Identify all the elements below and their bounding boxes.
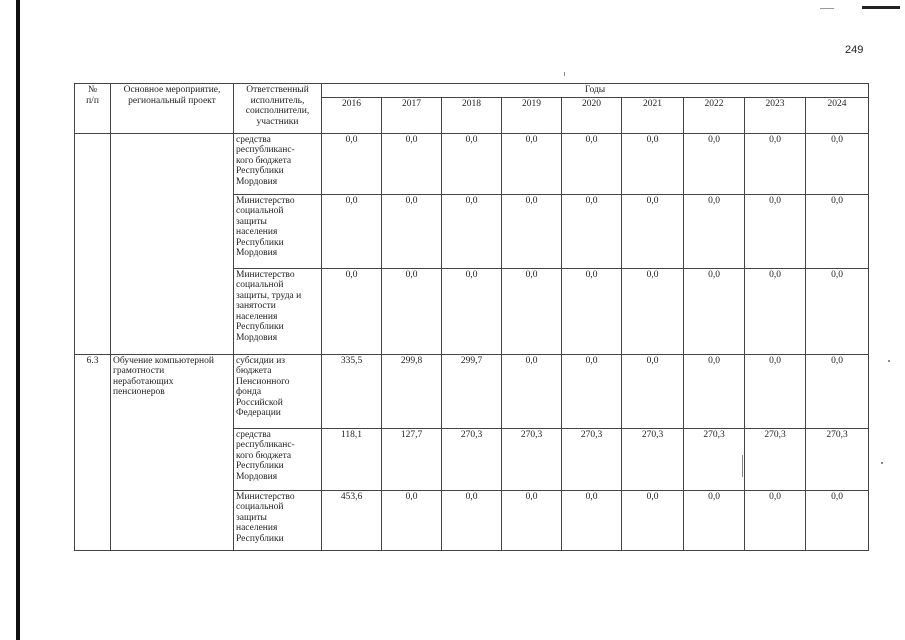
- row-index: 6.3: [75, 354, 111, 550]
- year-header: 2023: [745, 97, 806, 133]
- value-cell: 0,0: [684, 268, 745, 354]
- year-header: 2022: [684, 97, 745, 133]
- value-cell: 0,0: [745, 194, 806, 268]
- year-header: 2016: [322, 97, 382, 133]
- value-cell: 270,3: [442, 428, 502, 490]
- value-cell: 0,0: [562, 194, 622, 268]
- value-cell: 0,0: [442, 133, 502, 194]
- value-cell: 0,0: [442, 490, 502, 550]
- value-cell: 0,0: [806, 490, 869, 550]
- value-cell: 270,3: [745, 428, 806, 490]
- value-cell: 0,0: [745, 268, 806, 354]
- value-cell: 0,0: [684, 354, 745, 428]
- value-cell: 0,0: [382, 268, 442, 354]
- table-row: [75, 133, 869, 194]
- value-cell: 0,0: [382, 490, 442, 550]
- funding-source: средства республиканс- кого бюджета Республики Мордовия: [234, 428, 322, 490]
- value-cell: 270,3: [806, 428, 869, 490]
- year-header: 2020: [562, 97, 622, 133]
- value-cell: 0,0: [622, 268, 684, 354]
- value-cell: 270,3: [684, 428, 745, 490]
- value-cell: 0,0: [745, 490, 806, 550]
- value-cell: 270,3: [622, 428, 684, 490]
- value-cell: 299,8: [382, 354, 442, 428]
- funding-source: Министерство социальной защиты населения Республики: [234, 490, 322, 550]
- value-cell: 0,0: [622, 354, 684, 428]
- scan-speck: [742, 455, 743, 477]
- value-cell: 0,0: [806, 354, 869, 428]
- scan-speck: [888, 360, 890, 362]
- value-cell: 0,0: [622, 490, 684, 550]
- value-cell: 0,0: [622, 194, 684, 268]
- value-cell: 0,0: [322, 194, 382, 268]
- value-cell: 0,0: [502, 194, 562, 268]
- value-cell: 0,0: [684, 490, 745, 550]
- value-cell: 453,6: [322, 490, 382, 550]
- value-cell: 0,0: [806, 194, 869, 268]
- value-cell: 0,0: [806, 133, 869, 194]
- scan-top-mark-small: [820, 8, 834, 9]
- value-cell: 270,3: [562, 428, 622, 490]
- value-cell: 299,7: [442, 354, 502, 428]
- row-activity: Обучение компьютерной грамотности неработающих пенсионеров: [111, 354, 234, 550]
- value-cell: 0,0: [442, 268, 502, 354]
- value-cell: 118,1: [322, 428, 382, 490]
- value-cell: 0,0: [684, 133, 745, 194]
- funding-source: субсидии из бюджета Пенсионного фонда Российской Федерации: [234, 354, 322, 428]
- value-cell: 0,0: [382, 133, 442, 194]
- value-cell: 0,0: [745, 133, 806, 194]
- value-cell: 0,0: [442, 194, 502, 268]
- value-cell: 0,0: [322, 268, 382, 354]
- funding-source: средства республиканс- кого бюджета Республики Мордовия: [234, 133, 322, 194]
- year-header: 2021: [622, 97, 684, 133]
- funding-source: Министерство социальной защиты населения Республики Мордовия: [234, 194, 322, 268]
- value-cell: 0,0: [562, 268, 622, 354]
- header-activity: Основное мероприятие, региональный проект: [111, 84, 234, 134]
- value-cell: 0,0: [382, 194, 442, 268]
- scan-top-mark: [862, 6, 900, 9]
- funding-source: Министерство социальной защиты, труда и занятости населения Республики Мордовия: [234, 268, 322, 354]
- table-row: [75, 354, 869, 428]
- value-cell: 0,0: [502, 490, 562, 550]
- value-cell: 0,0: [502, 354, 562, 428]
- value-cell: 0,0: [562, 490, 622, 550]
- value-cell: 0,0: [502, 268, 562, 354]
- scan-left-edge: [16, 0, 20, 640]
- value-cell: 0,0: [745, 354, 806, 428]
- row-activity-empty: [111, 133, 234, 354]
- page-number: 249: [845, 44, 864, 56]
- scan-speck: [564, 72, 565, 76]
- budget-table: [74, 83, 869, 551]
- year-header: 2019: [502, 97, 562, 133]
- row-index-empty: [75, 133, 111, 354]
- value-cell: 335,5: [322, 354, 382, 428]
- value-cell: 0,0: [322, 133, 382, 194]
- header-executor: Ответственный исполнитель, соисполнители, участники: [234, 84, 322, 134]
- value-cell: 270,3: [502, 428, 562, 490]
- header-years-label: Годы: [322, 84, 869, 98]
- value-cell: 0,0: [562, 354, 622, 428]
- year-header: 2018: [442, 97, 502, 133]
- header-num: № п/п: [75, 84, 111, 134]
- value-cell: 0,0: [622, 133, 684, 194]
- value-cell: 0,0: [806, 268, 869, 354]
- scan-speck: [881, 462, 883, 464]
- year-header: 2024: [806, 97, 869, 133]
- value-cell: 0,0: [502, 133, 562, 194]
- value-cell: 0,0: [684, 194, 745, 268]
- year-header: 2017: [382, 97, 442, 133]
- value-cell: 127,7: [382, 428, 442, 490]
- value-cell: 0,0: [562, 133, 622, 194]
